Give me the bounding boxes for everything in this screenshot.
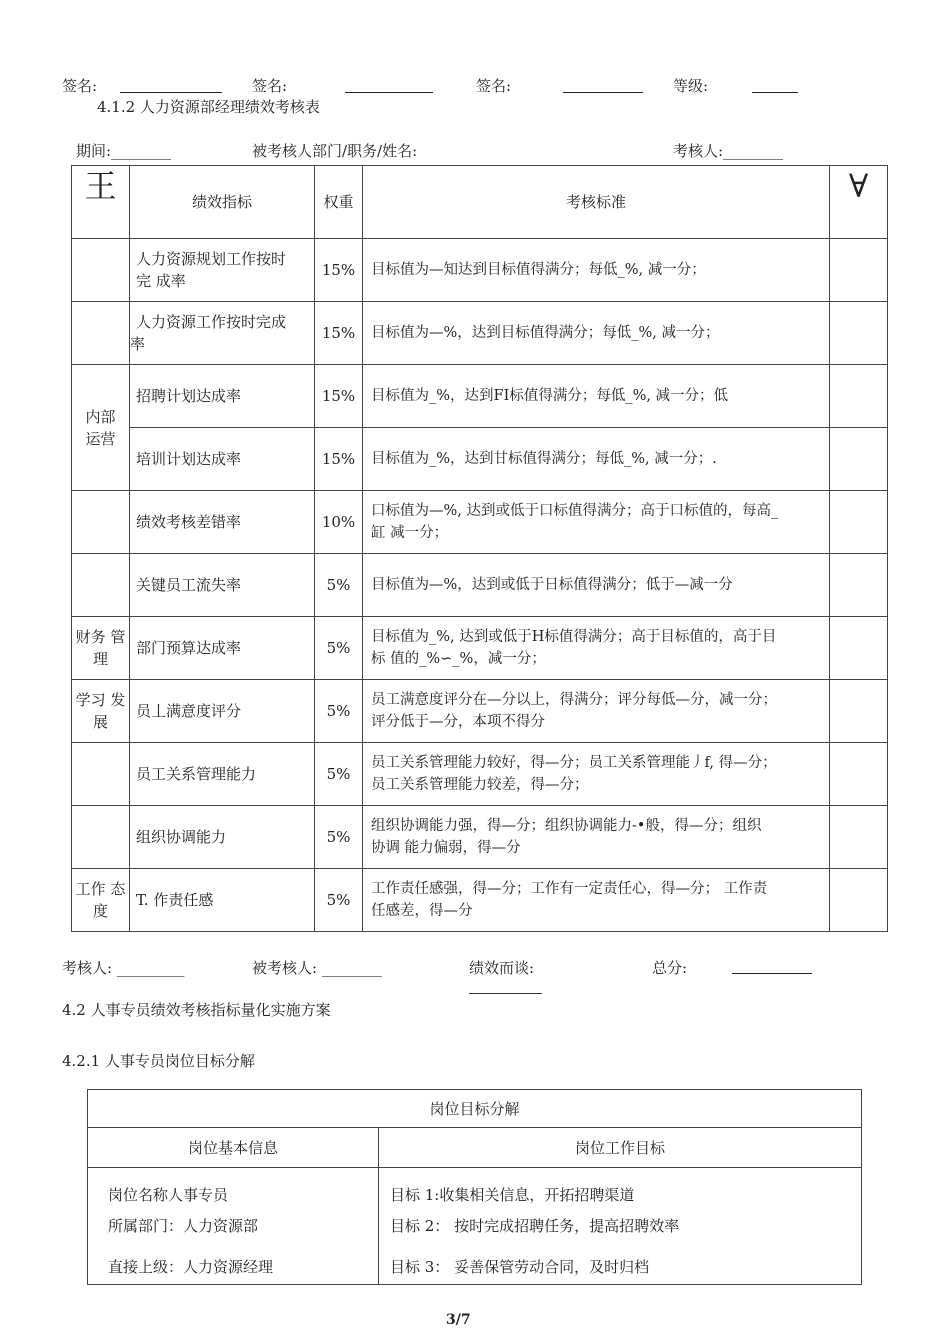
indicator-cell: 招聘计划达成率 (130, 365, 315, 428)
assessee-info-label: 被考核人部门/职务/姓名: (252, 142, 418, 160)
category-finance: 财务 管 理 (72, 617, 130, 680)
indicator-cell: 关键员工流失率 (130, 554, 315, 617)
grade-label: 等级: (673, 77, 709, 95)
weight-cell: 5% (315, 617, 363, 680)
score-cell (830, 554, 888, 617)
weight-cell: 15% (315, 302, 363, 365)
table-row (72, 428, 888, 491)
weight-cell: 10% (315, 491, 363, 554)
score-cell (830, 680, 888, 743)
weight-cell: 15% (315, 239, 363, 302)
standard-cell: 员工满意度评分在—分以上，得满分；评分每低—分，减一分； 评分低于—分，本项不得分 (363, 680, 830, 743)
category-attitude: 工作 态 度 (72, 869, 130, 932)
table-row (72, 869, 888, 932)
indicator-cell: 部门预算达成率 (130, 617, 315, 680)
table-row (72, 617, 888, 680)
standard-cell: 目标值为—%，达到目标值得满分；每低_%, 减一分； (363, 302, 830, 365)
total-line (732, 973, 812, 974)
assessor-label: 考核人:________ (673, 142, 784, 160)
goal-right-spacer (390, 1242, 861, 1252)
score-cell (830, 743, 888, 806)
standard-cell: 口标值为—%, 达到或低于口标值得满分；高于口标值的，每高_ 缸 减一分； (363, 491, 830, 554)
score-cell (830, 617, 888, 680)
category-cell (72, 743, 130, 806)
weight-cell: 5% (315, 806, 363, 869)
standard-cell: 目标值为_%，达到FI标值得满分；每低_%, 减一分；低 (363, 365, 830, 428)
indicator-cell: 员丄满意度评分 (130, 680, 315, 743)
grade-line (752, 92, 798, 93)
standard-cell: 目标值为—%，达到或低于日标值得满分；低于—减一分 (363, 554, 830, 617)
table-row (72, 302, 888, 365)
category-cell (72, 239, 130, 302)
goal-left-line: 所属部门：人力资源部 (108, 1217, 259, 1235)
goal-right-line: 目标 3： 妥善保管劳动合同，及时归档 (390, 1258, 650, 1276)
table-row (72, 491, 888, 554)
performance-table (71, 165, 888, 932)
sign-line-2 (345, 92, 433, 93)
header-indicator: 绩效指标 (130, 166, 315, 239)
goal-left-body (88, 1168, 379, 1285)
standard-cell: 组织协调能力强，得—分；组织协调能力-•般，得—分；组织 协调 能力偏弱，得—分 (363, 806, 830, 869)
standard-cell: 目标值为_%，达到甘标值得满分；每低_%, 减一分；. (363, 428, 830, 491)
table-row (72, 806, 888, 869)
sign-label-2: 签名: (252, 77, 288, 95)
indicator-cell: 人力资源工作按时完成 率 (130, 302, 315, 365)
goal-table-title: 岗位目标分解 (88, 1090, 862, 1128)
interview-line (469, 993, 542, 994)
section-4-2-1-title: 4.2.1 人事专员岗位目标分解 (62, 1052, 255, 1070)
goal-table (87, 1089, 862, 1285)
header-standard: 考核标准 (363, 166, 830, 239)
score-cell (830, 869, 888, 932)
indicator-cell: 培训计划达成率 (130, 428, 315, 491)
score-cell (830, 365, 888, 428)
bottom-interview: 绩效而谈: (469, 959, 535, 977)
section-4-2-title: 4.2 人事专员绩效考核指标量化实施方案 (62, 1001, 331, 1019)
sign-line-1 (120, 92, 222, 93)
score-cell (830, 302, 888, 365)
category-cell (72, 806, 130, 869)
header-col-mark: 王 (72, 166, 130, 239)
goal-right-body (379, 1168, 862, 1285)
score-cell (830, 806, 888, 869)
indicator-cell: T. 作责任感 (130, 869, 315, 932)
bottom-total: 总分: (652, 959, 688, 977)
sign-line-3 (563, 92, 643, 93)
indicator-cell: 员工关系管理能力 (130, 743, 315, 806)
weight-cell: 5% (315, 680, 363, 743)
weight-cell: 15% (315, 428, 363, 491)
table-row (72, 743, 888, 806)
indicator-cell: 绩效考核差错率 (130, 491, 315, 554)
goal-left-spacer (108, 1242, 378, 1252)
section-title: 4.1.2 人力资源部经理绩效考核表 (97, 98, 320, 116)
category-cell (72, 491, 130, 554)
table-row (72, 554, 888, 617)
goal-left-line: 岗位名称人事专员 (108, 1186, 229, 1204)
score-cell (830, 491, 888, 554)
table-row (72, 365, 888, 428)
table-header-row (72, 166, 888, 239)
score-cell (830, 428, 888, 491)
weight-cell: 5% (315, 743, 363, 806)
goal-left-line: 直接上级：人力资源经理 (108, 1258, 274, 1276)
header-col-mark-right: ∀ (830, 166, 888, 239)
category-learning: 学习 发 展 (72, 680, 130, 743)
goal-right-line: 目标 1:收集相关信息，开拓招聘渠道 (390, 1186, 635, 1204)
weight-cell: 5% (315, 869, 363, 932)
category-cell (72, 302, 130, 365)
category-cell (72, 554, 130, 617)
weight-cell: 5% (315, 554, 363, 617)
goal-right-line: 目标 2： 按时完成招聘任务，提高招聘效率 (390, 1217, 680, 1235)
weight-cell: 15% (315, 365, 363, 428)
standard-cell: 目标值为—知达到目标值得满分；每低_%, 减一分； (363, 239, 830, 302)
goal-right-header: 岗位工作目标 (379, 1128, 862, 1168)
indicator-cell: 组织协调能力 (130, 806, 315, 869)
sign-label-3: 签名: (476, 77, 512, 95)
goal-left-header: 岗位基本信息 (88, 1128, 379, 1168)
standard-cell: 工作责任感强，得—分；工作有一定责任心，得—分； 工作责 任感差，得—分 (363, 869, 830, 932)
standard-cell: 目标值为_%, 达到或低于H标值得满分；高于目标值的，高于目 标 值的_%∽_%，减一分； (363, 617, 830, 680)
standard-cell: 员工关系管理能力较好，得—分；员工关系管理能丿f, 得—分； 员工关系管理能力较差，得—分； (363, 743, 830, 806)
bottom-assessee: 被考核人: ________ (252, 959, 382, 977)
period-label: 期间:________ (76, 142, 172, 160)
category-internal-ops: 内部 运营 (72, 365, 130, 491)
sign-label-1: 签名: (62, 77, 98, 95)
bottom-assessor: 考核人: _________ (62, 959, 185, 977)
score-cell (830, 239, 888, 302)
page-number: 3/7 (446, 1312, 471, 1328)
table-row (72, 239, 888, 302)
table-row (72, 680, 888, 743)
indicator-cell: 人力资源规划工作按时 完 成率 (130, 239, 315, 302)
header-weight: 权重 (315, 166, 363, 239)
